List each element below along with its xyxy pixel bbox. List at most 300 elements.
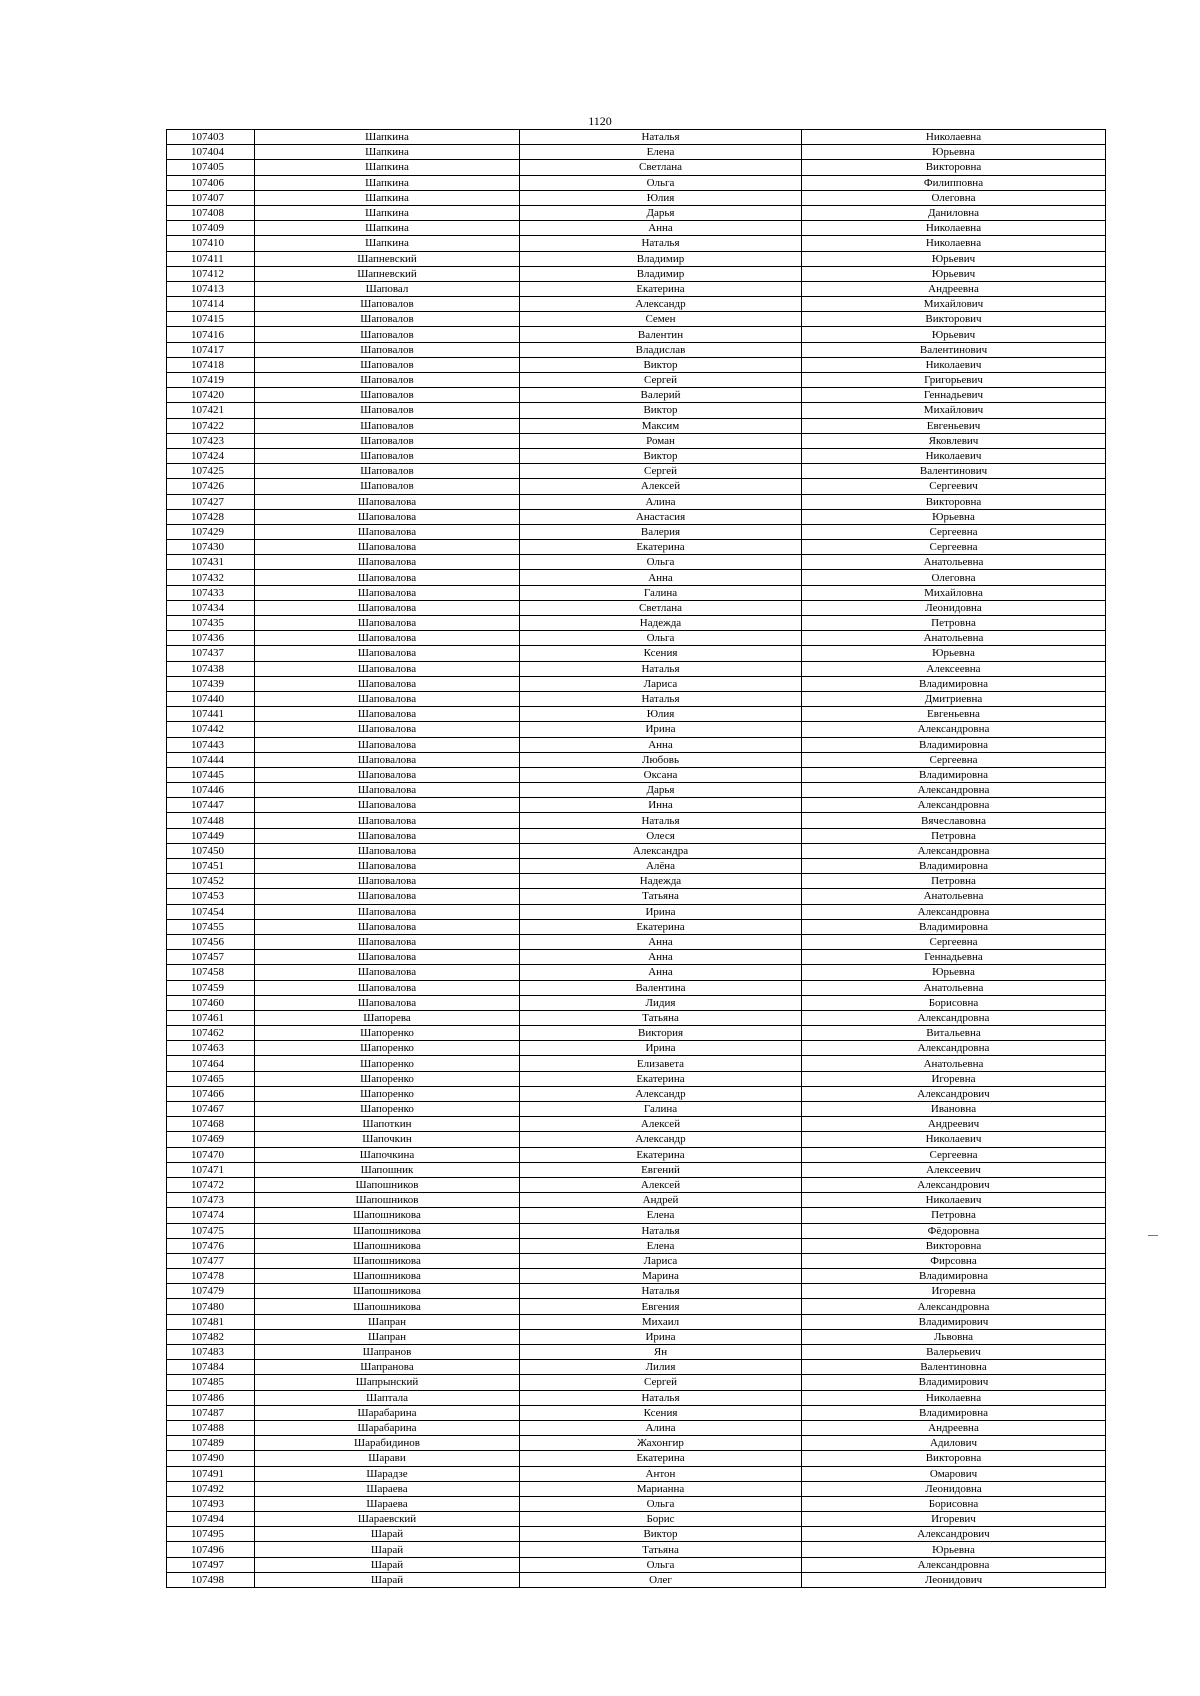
surname-cell: Шарабарина <box>255 1420 520 1435</box>
surname-cell: Шаповалова <box>255 661 520 676</box>
surname-cell: Шаповалов <box>255 403 520 418</box>
record-number-cell: 107484 <box>167 1360 255 1375</box>
table-row <box>167 266 1106 281</box>
surname-cell: Шаповалов <box>255 448 520 463</box>
record-number-cell: 107493 <box>167 1496 255 1511</box>
first-name-cell: Елена <box>520 1238 802 1253</box>
record-number-cell: 107465 <box>167 1071 255 1086</box>
patronymic-cell: Владимирович <box>802 1375 1106 1390</box>
table-row <box>167 1420 1106 1435</box>
first-name-cell: Ирина <box>520 1329 802 1344</box>
table-row <box>167 1345 1106 1360</box>
first-name-cell: Виктор <box>520 357 802 372</box>
table-row <box>167 1466 1106 1481</box>
table-row <box>167 691 1106 706</box>
record-number-cell: 107458 <box>167 965 255 980</box>
patronymic-cell: Григорьевич <box>802 373 1106 388</box>
first-name-cell: Ольга <box>520 1496 802 1511</box>
surname-cell: Шаповалова <box>255 616 520 631</box>
patronymic-cell: Борисовна <box>802 1496 1106 1511</box>
surname-cell: Шаповалов <box>255 327 520 342</box>
first-name-cell: Татьяна <box>520 889 802 904</box>
surname-cell: Шаповалов <box>255 312 520 327</box>
table-row <box>167 236 1106 251</box>
patronymic-cell: Владимировна <box>802 767 1106 782</box>
first-name-cell: Елизавета <box>520 1056 802 1071</box>
patronymic-cell: Александровна <box>802 783 1106 798</box>
patronymic-cell: Евгеньевна <box>802 707 1106 722</box>
patronymic-cell: Владимирович <box>802 1314 1106 1329</box>
first-name-cell: Валентин <box>520 327 802 342</box>
surname-cell: Шапкина <box>255 145 520 160</box>
surname-cell: Шаповалова <box>255 980 520 995</box>
patronymic-cell: Фирсовна <box>802 1253 1106 1268</box>
first-name-cell: Михаил <box>520 1314 802 1329</box>
surname-cell: Шараевский <box>255 1512 520 1527</box>
table-row <box>167 722 1106 737</box>
first-name-cell: Александра <box>520 843 802 858</box>
surname-cell: Шаповалова <box>255 752 520 767</box>
record-number-cell: 107438 <box>167 661 255 676</box>
table-row <box>167 1223 1106 1238</box>
table-row <box>167 1557 1106 1572</box>
patronymic-cell: Игоревна <box>802 1071 1106 1086</box>
surname-cell: Шапоткин <box>255 1117 520 1132</box>
patronymic-cell: Владимировна <box>802 919 1106 934</box>
first-name-cell: Ирина <box>520 1041 802 1056</box>
surname-cell: Шапкина <box>255 205 520 220</box>
record-number-cell: 107469 <box>167 1132 255 1147</box>
surname-cell: Шаповалова <box>255 889 520 904</box>
table-row <box>167 433 1106 448</box>
first-name-cell: Алина <box>520 494 802 509</box>
record-number-cell: 107430 <box>167 540 255 555</box>
first-name-cell: Галина <box>520 1102 802 1117</box>
record-number-cell: 107420 <box>167 388 255 403</box>
patronymic-cell: Алексеевна <box>802 661 1106 676</box>
surname-cell: Шаповалова <box>255 798 520 813</box>
record-number-cell: 107435 <box>167 616 255 631</box>
table-row <box>167 1253 1106 1268</box>
record-number-cell: 107457 <box>167 950 255 965</box>
patronymic-cell: Николаевич <box>802 448 1106 463</box>
surname-cell: Шаповалова <box>255 631 520 646</box>
first-name-cell: Наталья <box>520 1390 802 1405</box>
patronymic-cell: Андреевич <box>802 1117 1106 1132</box>
first-name-cell: Татьяна <box>520 1010 802 1025</box>
table-row <box>167 509 1106 524</box>
first-name-cell: Сергей <box>520 373 802 388</box>
patronymic-cell: Валентинович <box>802 464 1106 479</box>
surname-cell: Шаповалова <box>255 919 520 934</box>
first-name-cell: Олеся <box>520 828 802 843</box>
surname-cell: Шапоренко <box>255 1041 520 1056</box>
table-row <box>167 950 1106 965</box>
record-number-cell: 107407 <box>167 190 255 205</box>
first-name-cell: Ольга <box>520 175 802 190</box>
record-number-cell: 107482 <box>167 1329 255 1344</box>
first-name-cell: Виктор <box>520 403 802 418</box>
patronymic-cell: Александровна <box>802 843 1106 858</box>
surname-cell: Шарай <box>255 1557 520 1572</box>
patronymic-cell: Михайлович <box>802 297 1106 312</box>
first-name-cell: Роман <box>520 433 802 448</box>
table-row <box>167 1147 1106 1162</box>
record-number-cell: 107413 <box>167 281 255 296</box>
patronymic-cell: Леонидовна <box>802 600 1106 615</box>
record-number-cell: 107404 <box>167 145 255 160</box>
surname-cell: Шапошникова <box>255 1208 520 1223</box>
patronymic-cell: Викторовна <box>802 160 1106 175</box>
surname-cell: Шапорева <box>255 1010 520 1025</box>
surname-cell: Шапошникова <box>255 1238 520 1253</box>
patronymic-cell: Владимировна <box>802 859 1106 874</box>
record-number-cell: 107449 <box>167 828 255 843</box>
first-name-cell: Сергей <box>520 464 802 479</box>
patronymic-cell: Петровна <box>802 616 1106 631</box>
table-row <box>167 479 1106 494</box>
table-row <box>167 1162 1106 1177</box>
record-number-cell: 107403 <box>167 130 255 145</box>
first-name-cell: Виктор <box>520 448 802 463</box>
surname-cell: Шапранова <box>255 1360 520 1375</box>
table-row <box>167 889 1106 904</box>
table-row <box>167 1360 1106 1375</box>
table-row <box>167 1132 1106 1147</box>
surname-cell: Шараева <box>255 1481 520 1496</box>
first-name-cell: Лилия <box>520 1360 802 1375</box>
surname-cell: Шаповалова <box>255 859 520 874</box>
patronymic-cell: Игоревна <box>802 1284 1106 1299</box>
first-name-cell: Владислав <box>520 342 802 357</box>
table-row <box>167 1542 1106 1557</box>
table-row <box>167 1375 1106 1390</box>
table-row <box>167 175 1106 190</box>
record-number-cell: 107442 <box>167 722 255 737</box>
first-name-cell: Инна <box>520 798 802 813</box>
surname-cell: Шапкина <box>255 190 520 205</box>
surname-cell: Шапошников <box>255 1177 520 1192</box>
record-number-cell: 107460 <box>167 995 255 1010</box>
table-row <box>167 1512 1106 1527</box>
table-row <box>167 524 1106 539</box>
patronymic-cell: Николаевна <box>802 1390 1106 1405</box>
surname-cell: Шаповалова <box>255 737 520 752</box>
record-number-cell: 107440 <box>167 691 255 706</box>
first-name-cell: Алина <box>520 1420 802 1435</box>
table-row <box>167 1102 1106 1117</box>
record-number-cell: 107441 <box>167 707 255 722</box>
record-number-cell: 107459 <box>167 980 255 995</box>
first-name-cell: Екатерина <box>520 919 802 934</box>
record-number-cell: 107494 <box>167 1512 255 1527</box>
first-name-cell: Максим <box>520 418 802 433</box>
table-row <box>167 190 1106 205</box>
first-name-cell: Екатерина <box>520 281 802 296</box>
patronymic-cell: Михайлович <box>802 403 1106 418</box>
table-row <box>167 1177 1106 1192</box>
patronymic-cell: Юрьевна <box>802 646 1106 661</box>
surname-cell: Шаповалова <box>255 540 520 555</box>
patronymic-cell: Ивановна <box>802 1102 1106 1117</box>
surname-cell: Шапоренко <box>255 1086 520 1101</box>
surname-cell: Шапошник <box>255 1162 520 1177</box>
first-name-cell: Наталья <box>520 1284 802 1299</box>
table-row <box>167 965 1106 980</box>
record-number-cell: 107453 <box>167 889 255 904</box>
record-number-cell: 107411 <box>167 251 255 266</box>
surname-cell: Шапран <box>255 1329 520 1344</box>
patronymic-cell: Олеговна <box>802 190 1106 205</box>
record-number-cell: 107488 <box>167 1420 255 1435</box>
table-row <box>167 646 1106 661</box>
table-row <box>167 1314 1106 1329</box>
table-row <box>167 1390 1106 1405</box>
patronymic-cell: Адилович <box>802 1436 1106 1451</box>
surname-cell: Шаповалова <box>255 843 520 858</box>
surname-cell: Шаповалов <box>255 373 520 388</box>
record-number-cell: 107478 <box>167 1269 255 1284</box>
patronymic-cell: Александровна <box>802 1557 1106 1572</box>
surname-cell: Шапневский <box>255 266 520 281</box>
surname-cell: Шаповал <box>255 281 520 296</box>
patronymic-cell: Сергеевна <box>802 540 1106 555</box>
patronymic-cell: Анатольевна <box>802 889 1106 904</box>
table-row <box>167 661 1106 676</box>
surname-cell: Шаповалов <box>255 388 520 403</box>
table-row <box>167 859 1106 874</box>
table-row <box>167 919 1106 934</box>
record-number-cell: 107422 <box>167 418 255 433</box>
first-name-cell: Анна <box>520 570 802 585</box>
first-name-cell: Евгений <box>520 1162 802 1177</box>
record-number-cell: 107429 <box>167 524 255 539</box>
table-row <box>167 1086 1106 1101</box>
surname-cell: Шаповалова <box>255 585 520 600</box>
first-name-cell: Александр <box>520 1086 802 1101</box>
first-name-cell: Анна <box>520 950 802 965</box>
record-number-cell: 107433 <box>167 585 255 600</box>
record-number-cell: 107492 <box>167 1481 255 1496</box>
table-row <box>167 1238 1106 1253</box>
table-row <box>167 494 1106 509</box>
table-row <box>167 327 1106 342</box>
surname-cell: Шапошникова <box>255 1299 520 1314</box>
surname-cell: Шаповалова <box>255 904 520 919</box>
surname-cell: Шараева <box>255 1496 520 1511</box>
surname-cell: Шаповалов <box>255 297 520 312</box>
patronymic-cell: Даниловна <box>802 205 1106 220</box>
record-number-cell: 107485 <box>167 1375 255 1390</box>
table-row <box>167 312 1106 327</box>
first-name-cell: Ольга <box>520 1557 802 1572</box>
record-number-cell: 107456 <box>167 934 255 949</box>
first-name-cell: Олег <box>520 1572 802 1587</box>
patronymic-cell: Николаевич <box>802 1132 1106 1147</box>
surname-cell: Шаповалова <box>255 934 520 949</box>
first-name-cell: Владимир <box>520 251 802 266</box>
record-number-cell: 107415 <box>167 312 255 327</box>
first-name-cell: Анна <box>520 965 802 980</box>
patronymic-cell: Геннадьевич <box>802 388 1106 403</box>
record-number-cell: 107431 <box>167 555 255 570</box>
patronymic-cell: Юрьевна <box>802 509 1106 524</box>
patronymic-cell: Витальевна <box>802 1026 1106 1041</box>
surname-cell: Шапкина <box>255 236 520 251</box>
patronymic-cell: Петровна <box>802 1208 1106 1223</box>
record-number-cell: 107436 <box>167 631 255 646</box>
record-number-cell: 107498 <box>167 1572 255 1587</box>
surname-cell: Шарай <box>255 1542 520 1557</box>
table-row <box>167 1041 1106 1056</box>
record-number-cell: 107455 <box>167 919 255 934</box>
first-name-cell: Татьяна <box>520 1542 802 1557</box>
table-row <box>167 1572 1106 1587</box>
surname-cell: Шаповалова <box>255 707 520 722</box>
patronymic-cell: Леонидовна <box>802 1481 1106 1496</box>
patronymic-cell: Вячеславовна <box>802 813 1106 828</box>
table-row <box>167 540 1106 555</box>
patronymic-cell: Викторовна <box>802 494 1106 509</box>
first-name-cell: Семен <box>520 312 802 327</box>
first-name-cell: Ян <box>520 1345 802 1360</box>
table-row <box>167 555 1106 570</box>
scan-mark <box>1148 1235 1158 1236</box>
patronymic-cell: Викторовна <box>802 1451 1106 1466</box>
patronymic-cell: Андреевна <box>802 1420 1106 1435</box>
record-number-cell: 107473 <box>167 1193 255 1208</box>
patronymic-cell: Юрьевич <box>802 251 1106 266</box>
surname-cell: Шаповалова <box>255 555 520 570</box>
table-row <box>167 1329 1106 1344</box>
first-name-cell: Надежда <box>520 616 802 631</box>
record-number-cell: 107479 <box>167 1284 255 1299</box>
record-number-cell: 107446 <box>167 783 255 798</box>
table-row <box>167 934 1106 949</box>
first-name-cell: Юлия <box>520 190 802 205</box>
record-number-cell: 107426 <box>167 479 255 494</box>
first-name-cell: Александр <box>520 297 802 312</box>
first-name-cell: Виктор <box>520 1527 802 1542</box>
surname-cell: Шапрынский <box>255 1375 520 1390</box>
first-name-cell: Сергей <box>520 1375 802 1390</box>
surname-cell: Шарабарина <box>255 1405 520 1420</box>
first-name-cell: Ксения <box>520 1405 802 1420</box>
patronymic-cell: Анатольевна <box>802 631 1106 646</box>
patronymic-cell: Юрьевна <box>802 1542 1106 1557</box>
table-row <box>167 570 1106 585</box>
record-number-cell: 107450 <box>167 843 255 858</box>
record-number-cell: 107461 <box>167 1010 255 1025</box>
first-name-cell: Анна <box>520 221 802 236</box>
first-name-cell: Оксана <box>520 767 802 782</box>
first-name-cell: Алексей <box>520 1177 802 1192</box>
table-row <box>167 783 1106 798</box>
patronymic-cell: Сергеевна <box>802 1147 1106 1162</box>
surname-cell: Шапкина <box>255 175 520 190</box>
first-name-cell: Антон <box>520 1466 802 1481</box>
record-number-cell: 107471 <box>167 1162 255 1177</box>
first-name-cell: Алексей <box>520 479 802 494</box>
record-number-cell: 107421 <box>167 403 255 418</box>
record-number-cell: 107427 <box>167 494 255 509</box>
table-row <box>167 631 1106 646</box>
first-name-cell: Валентина <box>520 980 802 995</box>
patronymic-cell: Александровна <box>802 904 1106 919</box>
table-row <box>167 1496 1106 1511</box>
patronymic-cell: Александрович <box>802 1177 1106 1192</box>
first-name-cell: Алёна <box>520 859 802 874</box>
record-number-cell: 107405 <box>167 160 255 175</box>
patronymic-cell: Львовна <box>802 1329 1106 1344</box>
surname-cell: Шапошников <box>255 1193 520 1208</box>
surname-cell: Шапошникова <box>255 1269 520 1284</box>
patronymic-cell: Борисовна <box>802 995 1106 1010</box>
first-name-cell: Виктория <box>520 1026 802 1041</box>
first-name-cell: Лариса <box>520 1253 802 1268</box>
first-name-cell: Наталья <box>520 691 802 706</box>
record-number-cell: 107412 <box>167 266 255 281</box>
table-row <box>167 980 1106 995</box>
patronymic-cell: Валентинович <box>802 342 1106 357</box>
surname-cell: Шапоренко <box>255 1071 520 1086</box>
patronymic-cell: Андреевна <box>802 281 1106 296</box>
surname-cell: Шаповалов <box>255 479 520 494</box>
record-number-cell: 107470 <box>167 1147 255 1162</box>
patronymic-cell: Николаевна <box>802 221 1106 236</box>
record-number-cell: 107496 <box>167 1542 255 1557</box>
patronymic-cell: Александрович <box>802 1527 1106 1542</box>
record-number-cell: 107474 <box>167 1208 255 1223</box>
table-row <box>167 1026 1106 1041</box>
surname-cell: Шарай <box>255 1572 520 1587</box>
patronymic-cell: Петровна <box>802 874 1106 889</box>
record-number-cell: 107419 <box>167 373 255 388</box>
surname-cell: Шаповалова <box>255 676 520 691</box>
table-row <box>167 357 1106 372</box>
table-row <box>167 828 1106 843</box>
surname-cell: Шаповалова <box>255 691 520 706</box>
surname-cell: Шапранов <box>255 1345 520 1360</box>
record-number-cell: 107491 <box>167 1466 255 1481</box>
table-row <box>167 752 1106 767</box>
record-number-cell: 107416 <box>167 327 255 342</box>
table-row <box>167 676 1106 691</box>
table-row <box>167 1010 1106 1025</box>
surname-cell: Шаповалова <box>255 783 520 798</box>
record-number-cell: 107466 <box>167 1086 255 1101</box>
patronymic-cell: Сергеевна <box>802 934 1106 949</box>
record-number-cell: 107464 <box>167 1056 255 1071</box>
surname-cell: Шаповалова <box>255 950 520 965</box>
surname-cell: Шаповалова <box>255 494 520 509</box>
record-number-cell: 107483 <box>167 1345 255 1360</box>
first-name-cell: Екатерина <box>520 1071 802 1086</box>
table-row <box>167 1299 1106 1314</box>
table-row <box>167 1451 1106 1466</box>
patronymic-cell: Сергеевна <box>802 524 1106 539</box>
table-row <box>167 1527 1106 1542</box>
patronymic-cell: Филипповна <box>802 175 1106 190</box>
table-row <box>167 342 1106 357</box>
record-number-cell: 107424 <box>167 448 255 463</box>
registry-body <box>167 130 1106 1588</box>
record-number-cell: 107462 <box>167 1026 255 1041</box>
first-name-cell: Ирина <box>520 904 802 919</box>
table-row <box>167 388 1106 403</box>
table-row <box>167 737 1106 752</box>
patronymic-cell: Александровна <box>802 1010 1106 1025</box>
